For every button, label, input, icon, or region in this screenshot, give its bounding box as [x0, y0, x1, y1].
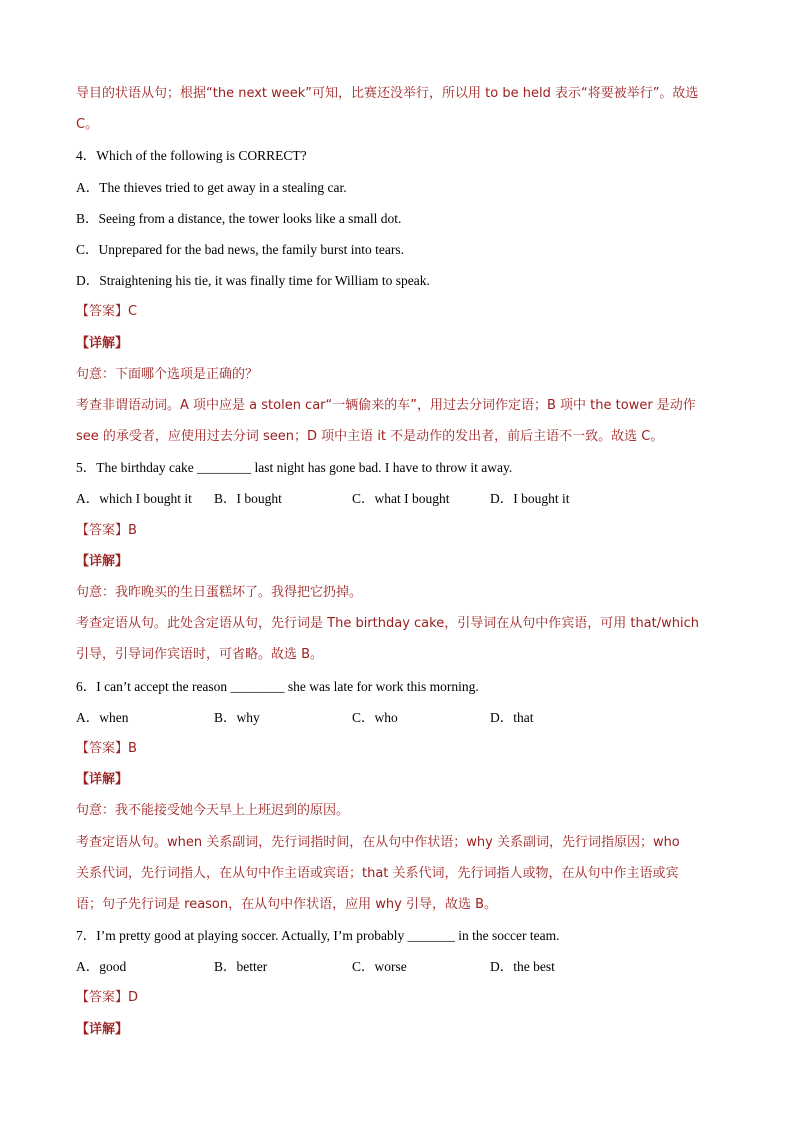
option-a: A．which I bought it — [76, 491, 192, 507]
sentence-meaning: 句意：我不能接受她今天早上上班迟到的原因。 — [76, 803, 350, 819]
option-b: B．better — [214, 959, 268, 975]
sentence-meaning: 句意：我昨晚买的生日蛋糕坏了。我得把它扔掉。 — [76, 585, 363, 600]
answer-label: 【答案】B — [76, 522, 137, 538]
option-d: D．I bought it — [490, 491, 570, 507]
sentence-meaning: 句意：下面哪个选项是正确的？ — [76, 366, 259, 382]
option-a: A．The thieves tried to get away in a stealing car. — [76, 179, 347, 195]
explanation-line: 考查非谓语动词。A 项中应是 a stolen car“一辆偷来的车”，用过去分词作定语；B 项中 the tower 是动作 — [76, 397, 696, 413]
option-c: C．Unprepared for the bad news, the family burst into tears. — [76, 241, 405, 257]
explanation-line: 关系代词，先行词指人，在从句中作主语或宾语；that 关系代词，先行词指人或物，在从句中作主语或宾 — [76, 865, 679, 881]
explanation-line: C。 — [76, 117, 99, 133]
explanation-line: 考查定语从句。此处含定语从句，先行词是 The birthday cake，引导词在从句中作宾语，可用 that/which — [76, 616, 699, 632]
detail-label: 【详解】 — [76, 335, 129, 351]
question-stem: 5．The birthday cake ________ last night has gone bad. I have to throw it away. — [76, 460, 513, 476]
question-stem: 6．I can’t accept the reason ________ she was late for work this morning. — [76, 678, 479, 694]
options-row — [76, 483, 726, 514]
answer-label: 【答案】D — [76, 990, 139, 1006]
detail-label: 【详解】 — [76, 772, 129, 788]
option-b: B．I bought — [214, 491, 282, 507]
options-row — [76, 951, 726, 982]
question-stem: 4．Which of the following is CORRECT? — [76, 148, 307, 164]
options-row — [76, 702, 726, 733]
option-c: C．what I bought — [352, 491, 450, 507]
option-c: C．worse — [352, 959, 407, 975]
detail-label: 【详解】 — [76, 553, 129, 569]
explanation-line: 引导，引导词作宾语时，可省略。故选 B。 — [76, 647, 324, 663]
answer-label: 【答案】B — [76, 740, 137, 756]
explanation-line: see 的承受者，应使用过去分词 seen；D 项中主语 it 不是动作的发出者，前后主语不一致。故选 C。 — [76, 429, 664, 445]
option-d: D．Straightening his tie, it was finally time for William to speak. — [76, 273, 430, 289]
option-b: B．why — [214, 709, 260, 725]
detail-label: 【详解】 — [76, 1021, 129, 1037]
option-a: A．when — [76, 709, 129, 725]
option-d: D．the best — [490, 959, 555, 975]
answer-label: 【答案】C — [76, 304, 138, 320]
question-stem: 7．I’m pretty good at playing soccer. Actually, I’m probably _______ in the soccer team. — [76, 928, 560, 944]
option-a: A．good — [76, 959, 127, 975]
option-d: D．that — [490, 709, 534, 725]
explanation-line: 考查定语从句。when 关系副词，先行词指时间，在从句中作状语；why 关系副词，先行词指原因；who — [76, 834, 680, 850]
explanation-line: 语；句子先行词是 reason，在从句中作状语，应用 why 引导，故选 B。 — [76, 896, 498, 912]
option-b: B．Seeing from a distance, the tower looks like a small dot. — [76, 210, 402, 226]
explanation-line: 导目的状语从句；根据“the next week”可知，比赛还没举行，所以用 to be held 表示“将要被举行”。故选 — [76, 86, 699, 101]
document-page — [76, 78, 726, 1045]
option-c: C．who — [352, 709, 398, 725]
